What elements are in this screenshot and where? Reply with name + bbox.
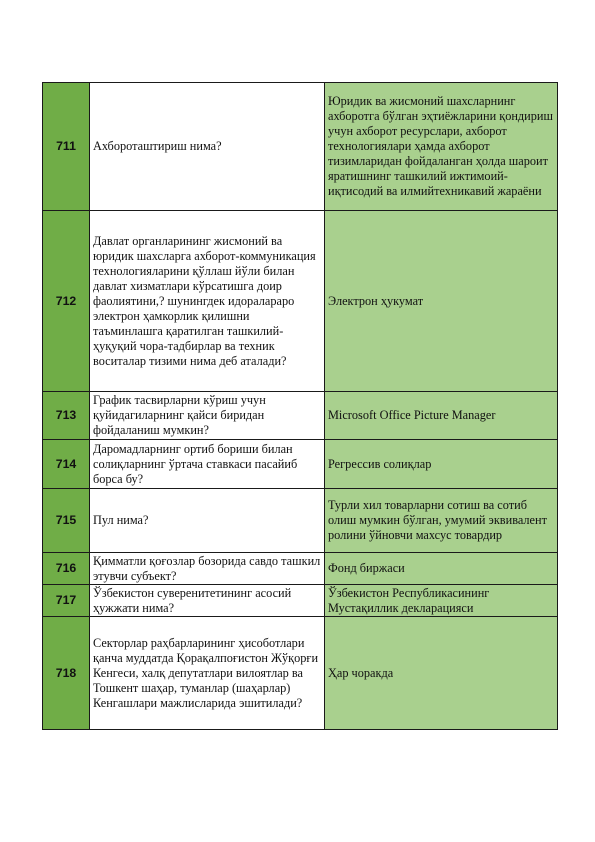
table-row [43,617,558,730]
answer-cell: Юридик ва жисмоний шахсларнинг ахборотга бўлган эҳтиёжларини қондириш учун ахборот ресурслари, ахборот технологиялари ҳамда ахборот тизимларидан фойдаланган ҳолда шароит яратишнинг ташкилий ижтимоий-иқтисодий ва илмийтехникавий жараёни [325,83,558,211]
answer-cell: Ҳар чоракда [325,617,558,730]
question-cell: График тасвирларни кўриш учун қуйидагиларнинг қайси биридан фойдаланиш мумкин? [90,392,325,440]
qa-table [42,82,558,730]
answer-cell: Фонд биржаси [325,553,558,585]
row-number: 714 [43,440,90,489]
question-cell: Ахбороташтириш нима? [90,83,325,211]
table-row [43,585,558,617]
question-cell: Давлат органларининг жисмоний ва юридик шахсларга ахборот-коммуникация технологияларини қўллаш йўли билан давлат хизматлари кўрсатишга доир фаолиятини,? шунингдек идоралараро электрон ҳамкорлик қилишни таъминлашга қаратилган ташкилий-ҳуқуқий чора-тадбирлар ва техник воситалар тизими нима деб аталади? [90,211,325,392]
table-row [43,392,558,440]
question-cell: Секторлар раҳбарларининг ҳисоботлари қанча муддатда Қорақалпоғистон Жўқорғи Кенгеси, халқ депутатлари вилоятлар ва Тошкент шаҳар, туманлар (шаҳарлар) Кенгашлари мажлисларида эшитилади? [90,617,325,730]
table-row [43,489,558,553]
question-cell: Пул нима? [90,489,325,553]
question-cell: Даромадларнинг ортиб бориши билан солиқларнинг ўртача ставкаси пасайиб борса бу? [90,440,325,489]
answer-cell: Ўзбекистон Республикасининг Мустақиллик декларацияси [325,585,558,617]
row-number: 713 [43,392,90,440]
answer-cell: Турли хил товарларни сотиш ва сотиб олиш мумкин бўлган, умумий эквивалент ролини ўйновчи махсус товардир [325,489,558,553]
table-row [43,211,558,392]
answer-cell: Электрон ҳукумат [325,211,558,392]
table-row [43,440,558,489]
row-number: 712 [43,211,90,392]
answer-cell: Регрессив солиқлар [325,440,558,489]
row-number: 718 [43,617,90,730]
row-number: 715 [43,489,90,553]
row-number: 716 [43,553,90,585]
table-row [43,553,558,585]
answer-cell: Microsoft Office Picture Manager [325,392,558,440]
question-cell: Ўзбекистон суверенитетининг асосий ҳужжати нима? [90,585,325,617]
row-number: 717 [43,585,90,617]
row-number: 711 [43,83,90,211]
table-row [43,83,558,211]
question-cell: Қимматли қоғозлар бозорида савдо ташкил этувчи субъект? [90,553,325,585]
